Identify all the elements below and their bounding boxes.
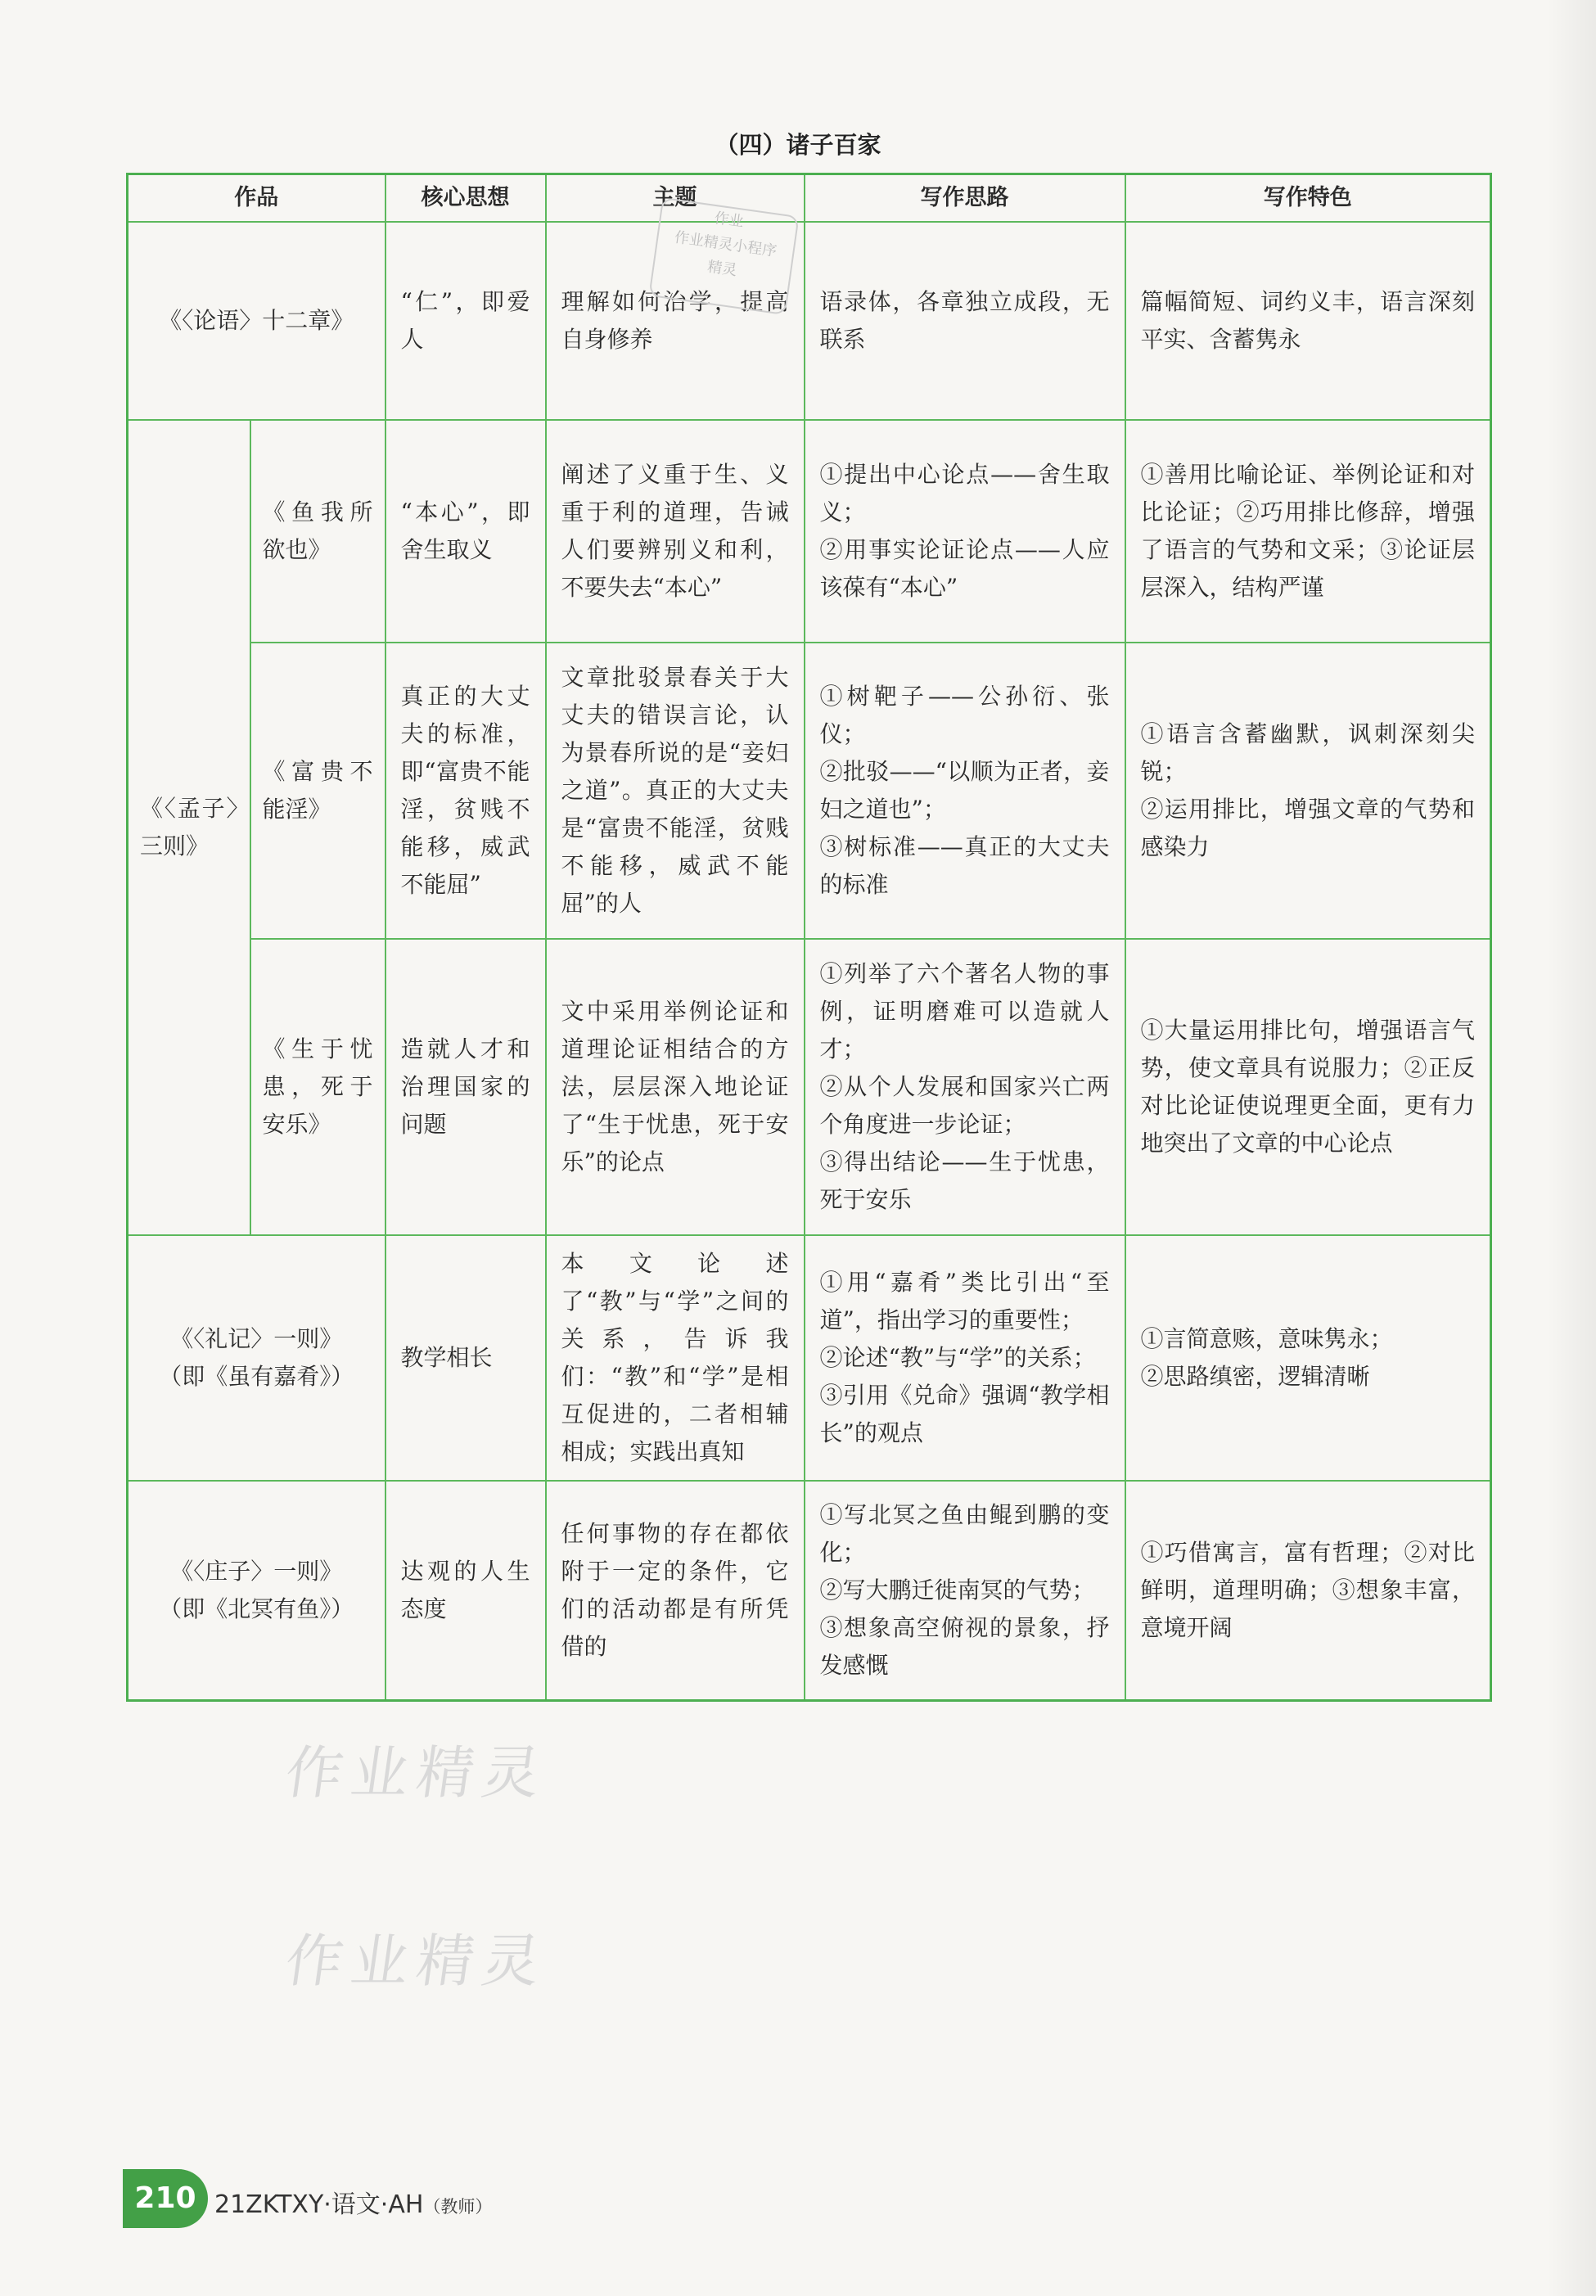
cell-group-mengzi: 《〈孟子〉三则》	[128, 420, 250, 1235]
approach-line: ③引用《兑命》强调“教学相长”的观点	[819, 1382, 1110, 1446]
cell-theme: 本文论述了“教”与“学”之间的关系，告诉我们：“教”和“学”是相互促进的，二者相辅相成；实践出真知	[546, 1235, 805, 1481]
header-theme: 主题	[546, 174, 805, 223]
cell-features	[1125, 643, 1491, 939]
work-line: （即《虽有嘉肴》）	[159, 1363, 354, 1390]
table-row	[128, 222, 1491, 420]
feature-line: ②思路缜密，逻辑清晰	[1140, 1363, 1370, 1390]
cell-approach	[805, 643, 1125, 939]
approach-line: ①写北冥之鱼由鲲到鹏的变化；	[819, 1500, 1110, 1566]
approach-line: ②从个人发展和国家兴亡两个角度进一步论证；	[819, 1073, 1110, 1138]
approach-line: ①提出中心论点——舍生取义；	[819, 461, 1110, 526]
cell-features: ①善用比喻论证、举例论证和对比论证；②巧用排比修辞，增强了语言的气势和文采；③论证层层深入，结构严谨	[1125, 420, 1491, 643]
cell-features	[1125, 1235, 1491, 1481]
footer-code-suffix: （教师）	[423, 2197, 493, 2217]
feature-line: ①言简意赅，意味隽永；	[1140, 1325, 1393, 1352]
approach-line: ③得出结论——生于忧患，死于安乐	[819, 1148, 1110, 1213]
table-row	[128, 643, 1491, 939]
approach-line: ②批驳——“以顺为正者，妾妇之道也”；	[819, 758, 1110, 823]
cell-core: 造就人才和治理国家的问题	[385, 939, 546, 1235]
table-row	[128, 939, 1491, 1235]
table-header-row	[128, 174, 1491, 223]
cell-approach	[805, 939, 1125, 1235]
cell-work	[128, 1235, 385, 1481]
watermark-text: 作业精灵	[281, 1739, 552, 1807]
approach-line: ③想象高空俯视的景象，抒发感慨	[819, 1613, 1110, 1679]
approach-line: ②论述“教”与“学”的关系；	[819, 1344, 1096, 1371]
footer-code	[214, 2184, 492, 2220]
table-row	[128, 1235, 1491, 1481]
table-row	[128, 1481, 1491, 1700]
cell-core: “本心”，即舍生取义	[385, 420, 546, 643]
header-approach: 写作思路	[805, 174, 1125, 223]
header-work: 作品	[128, 174, 385, 223]
approach-line: ②用事实论证论点——人应该葆有“本心”	[819, 536, 1110, 601]
cell-features: ①大量运用排比句，增强语言气势，使文章具有说服力；②正反对比论证使说理更全面，更有力地突出了文章的中心论点	[1125, 939, 1491, 1235]
work-line: 《〈礼记〉一则》	[170, 1325, 343, 1352]
cell-theme: 阐述了义重于生、义重于利的道理，告诫人们要辨别义和利，不要失去“本心”	[546, 420, 805, 643]
header-features: 写作特色	[1125, 174, 1491, 223]
approach-line: ①树靶子——公孙衍、张仪；	[819, 683, 1110, 747]
cell-work: 《〈论语〉十二章》	[128, 222, 385, 420]
cell-features: ①巧借寓言，富有哲理；②对比鲜明，道理明确；③想象丰富，意境开阔	[1125, 1481, 1491, 1700]
cell-theme: 文中采用举例论证和道理论证相结合的方法，层层深入地论证了“生于忧患，死于安乐”的论点	[546, 939, 805, 1235]
footer-code-text: 21ZKTXY·语文·AH	[214, 2190, 424, 2219]
approach-line: ①列举了六个著名人物的事例，证明磨难可以造就人才；	[819, 960, 1110, 1062]
page-title: （四）诸子百家	[715, 131, 881, 159]
stamp-line: 作业精灵小程序	[673, 228, 778, 260]
cell-work	[128, 1481, 385, 1700]
table-row	[128, 420, 1491, 643]
cell-features: 篇幅简短、词约义丰，语言深刻平实、含蓄隽永	[1125, 222, 1491, 420]
approach-line: ③树标准——真正的大丈夫的标准	[819, 833, 1110, 898]
cell-work: 《鱼我所欲也》	[250, 420, 385, 643]
cell-core: 教学相长	[385, 1235, 546, 1481]
cell-core: 达观的人生态度	[385, 1481, 546, 1700]
watermark-stamp	[648, 197, 799, 315]
stamp-line: 作业	[713, 210, 745, 231]
cell-work: 《富贵不能淫》	[250, 643, 385, 939]
zhuzi-baijia-table	[126, 173, 1492, 1702]
cell-approach: 语录体，各章独立成段，无联系	[805, 222, 1125, 420]
cell-approach	[805, 1235, 1125, 1481]
approach-line: ②写大鹏迁徙南冥的气势；	[819, 1576, 1095, 1604]
approach-line: ①用“嘉肴”类比引出“至道”，指出学习的重要性；	[819, 1269, 1110, 1333]
cell-approach	[805, 420, 1125, 643]
watermark-text: 作业精灵	[281, 1928, 552, 1995]
page-edge-shadow	[1547, 0, 1596, 2296]
feature-line: ②运用排比，增强文章的气势和感染力	[1140, 796, 1475, 860]
feature-line: ①语言含蓄幽默，讽刺深刻尖锐；	[1140, 720, 1475, 785]
cell-theme: 任何事物的存在都依附于一定的条件，它们的活动都是有所凭借的	[546, 1481, 805, 1700]
work-line: 《〈庄子〉一则》	[170, 1557, 343, 1585]
cell-approach	[805, 1481, 1125, 1700]
header-core: 核心思想	[385, 174, 546, 223]
cell-work: 《生于忧患，死于安乐》	[250, 939, 385, 1235]
page-number-badge: 210	[123, 2169, 208, 2228]
cell-theme: 文章批驳景春关于大丈夫的错误言论，认为景春所说的是“妾妇之道”。真正的大丈夫是“富贵不能淫，贫贱不能移，威武不能屈”的人	[546, 643, 805, 939]
work-line: （即《北冥有鱼》）	[159, 1595, 354, 1622]
cell-core: 真正的大丈夫的标准，即“富贵不能淫，贫贱不能移，威武不能屈”	[385, 643, 546, 939]
cell-theme: 理解如何治学，提高自身修养	[546, 222, 805, 420]
cell-core: “仁”，即爱人	[385, 222, 546, 420]
stamp-line: 精灵	[706, 258, 738, 280]
